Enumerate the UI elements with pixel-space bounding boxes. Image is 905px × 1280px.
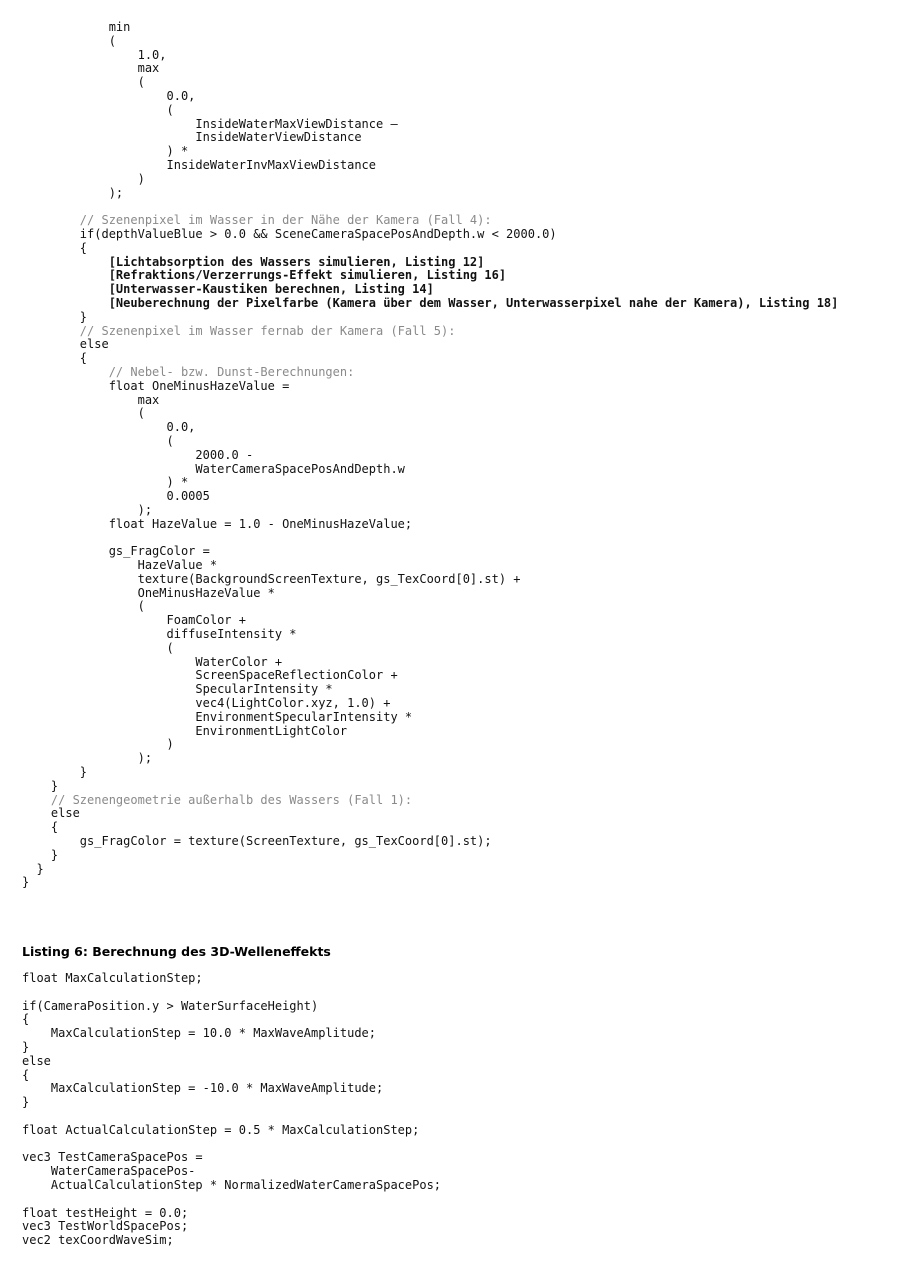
code-line: { [22,1012,30,1027]
code-line: float ActualCalculationStep = 0.5 * MaxCalculationStep; [22,1122,420,1137]
code-line [22,200,902,214]
code-line: max [22,61,160,76]
code-line: } [22,765,88,780]
code-line: ActualCalculationStep * NormalizedWaterCameraSpacePos; [22,1177,442,1192]
code-listing-6 [22,972,902,1248]
code-line: OneMinusHazeValue * [22,585,275,600]
code-comment-line: // Szenenpixel im Wasser fernab der Kamera (Fall 5): [22,323,456,338]
code-listing-shader-continuation [22,21,902,890]
code-line: ); [22,751,153,766]
code-line: } [22,875,30,890]
code-line: 2000.0 - [22,447,254,462]
code-line: ( [22,433,174,448]
code-line [22,1193,902,1207]
code-line [22,986,902,1000]
code-line: vec3 TestCameraSpacePos = [22,1150,203,1165]
code-line: ); [22,502,153,517]
code-line: } [22,861,44,876]
code-line [22,531,902,545]
code-line: WaterColor + [22,654,283,669]
code-line: ); [22,185,124,200]
code-line: } [22,847,59,862]
code-line: float OneMinusHazeValue = [22,378,290,393]
code-line: { [22,1067,30,1082]
code-line: ( [22,599,145,614]
code-line: [Unterwasser-Kaustiken berechnen, Listing 14] [22,282,434,297]
code-line: texture(BackgroundScreenTexture, gs_TexCoord[0].st) + [22,571,521,586]
code-line: vec2 texCoordWaveSim; [22,1233,174,1248]
code-line: MaxCalculationStep = 10.0 * MaxWaveAmplitude; [22,1026,377,1041]
code-line: gs_FragColor = [22,544,210,559]
code-line: ) * [22,475,189,490]
code-line: InsideWaterViewDistance [22,130,362,145]
code-line: else [22,337,109,352]
code-line: 0.0005 [22,489,210,504]
code-line [22,1110,902,1124]
code-line: else [22,1053,51,1068]
code-line: 1.0, [22,47,167,62]
code-comment-line: // Szenenpixel im Wasser in der Nähe der Kamera (Fall 4): [22,213,492,228]
code-line: vec3 TestWorldSpacePos; [22,1219,189,1234]
listing-title: Listing 6: Berechnung des 3D-Welleneffekts [22,944,331,959]
code-line: [Refraktions/Verzerrungs-Effekt simulieren, Listing 16] [22,268,507,283]
code-line: } [22,1039,30,1054]
code-line: SpecularIntensity * [22,682,333,697]
code-line: if(CameraPosition.y > WaterSurfaceHeight) [22,998,319,1013]
code-line: max [22,392,160,407]
code-line: ( [22,640,174,655]
code-line: } [22,309,88,324]
code-line: ( [22,406,145,421]
code-line: ( [22,102,174,117]
code-line: [Neuberechnung der Pixelfarbe (Kamera über dem Wasser, Unterwasserpixel nahe der Kamera), Listing 18] [22,295,839,310]
code-line [22,1138,902,1152]
code-line: { [22,240,88,255]
code-line: { [22,820,59,835]
code-comment-line: // Szenengeometrie außerhalb des Wassers (Fall 1): [22,792,413,807]
code-line: { [22,351,88,366]
code-line: [Lichtabsorption des Wassers simulieren, Listing 12] [22,254,485,269]
code-line: EnvironmentLightColor [22,723,348,738]
code-line: ( [22,75,145,90]
code-line: 0.0, [22,88,196,103]
code-line: diffuseIntensity * [22,627,297,642]
code-line: ( [22,33,116,48]
code-line: EnvironmentSpecularIntensity * [22,709,413,724]
code-line: float testHeight = 0.0; [22,1205,189,1220]
code-line: 0.0, [22,420,196,435]
code-line: } [22,778,59,793]
code-line: WaterCameraSpacePosAndDepth.w [22,461,405,476]
code-line: } [22,1095,30,1110]
code-line: FoamColor + [22,613,246,628]
code-comment-line: // Nebel- bzw. Dunst-Berechnungen: [22,364,355,379]
code-line: if(depthValueBlue > 0.0 && SceneCameraSpacePosAndDepth.w < 2000.0) [22,226,557,241]
code-line: float MaxCalculationStep; [22,971,203,985]
code-line: float HazeValue = 1.0 - OneMinusHazeValue; [22,516,413,531]
code-line: else [22,806,80,821]
code-line: MaxCalculationStep = -10.0 * MaxWaveAmplitude; [22,1081,384,1096]
code-line: ) [22,171,145,186]
code-line: min [22,20,131,34]
code-line: ) [22,737,174,752]
code-line: gs_FragColor = texture(ScreenTexture, gs_TexCoord[0].st); [22,834,492,849]
code-line: HazeValue * [22,558,218,573]
code-line: ScreenSpaceReflectionColor + [22,668,398,683]
code-line: WaterCameraSpacePos- [22,1164,196,1179]
code-line: InsideWaterInvMaxViewDistance [22,157,377,172]
code-line: ) * [22,144,189,159]
code-line: vec4(LightColor.xyz, 1.0) + [22,696,391,711]
code-line: InsideWaterMaxViewDistance – [22,116,398,131]
